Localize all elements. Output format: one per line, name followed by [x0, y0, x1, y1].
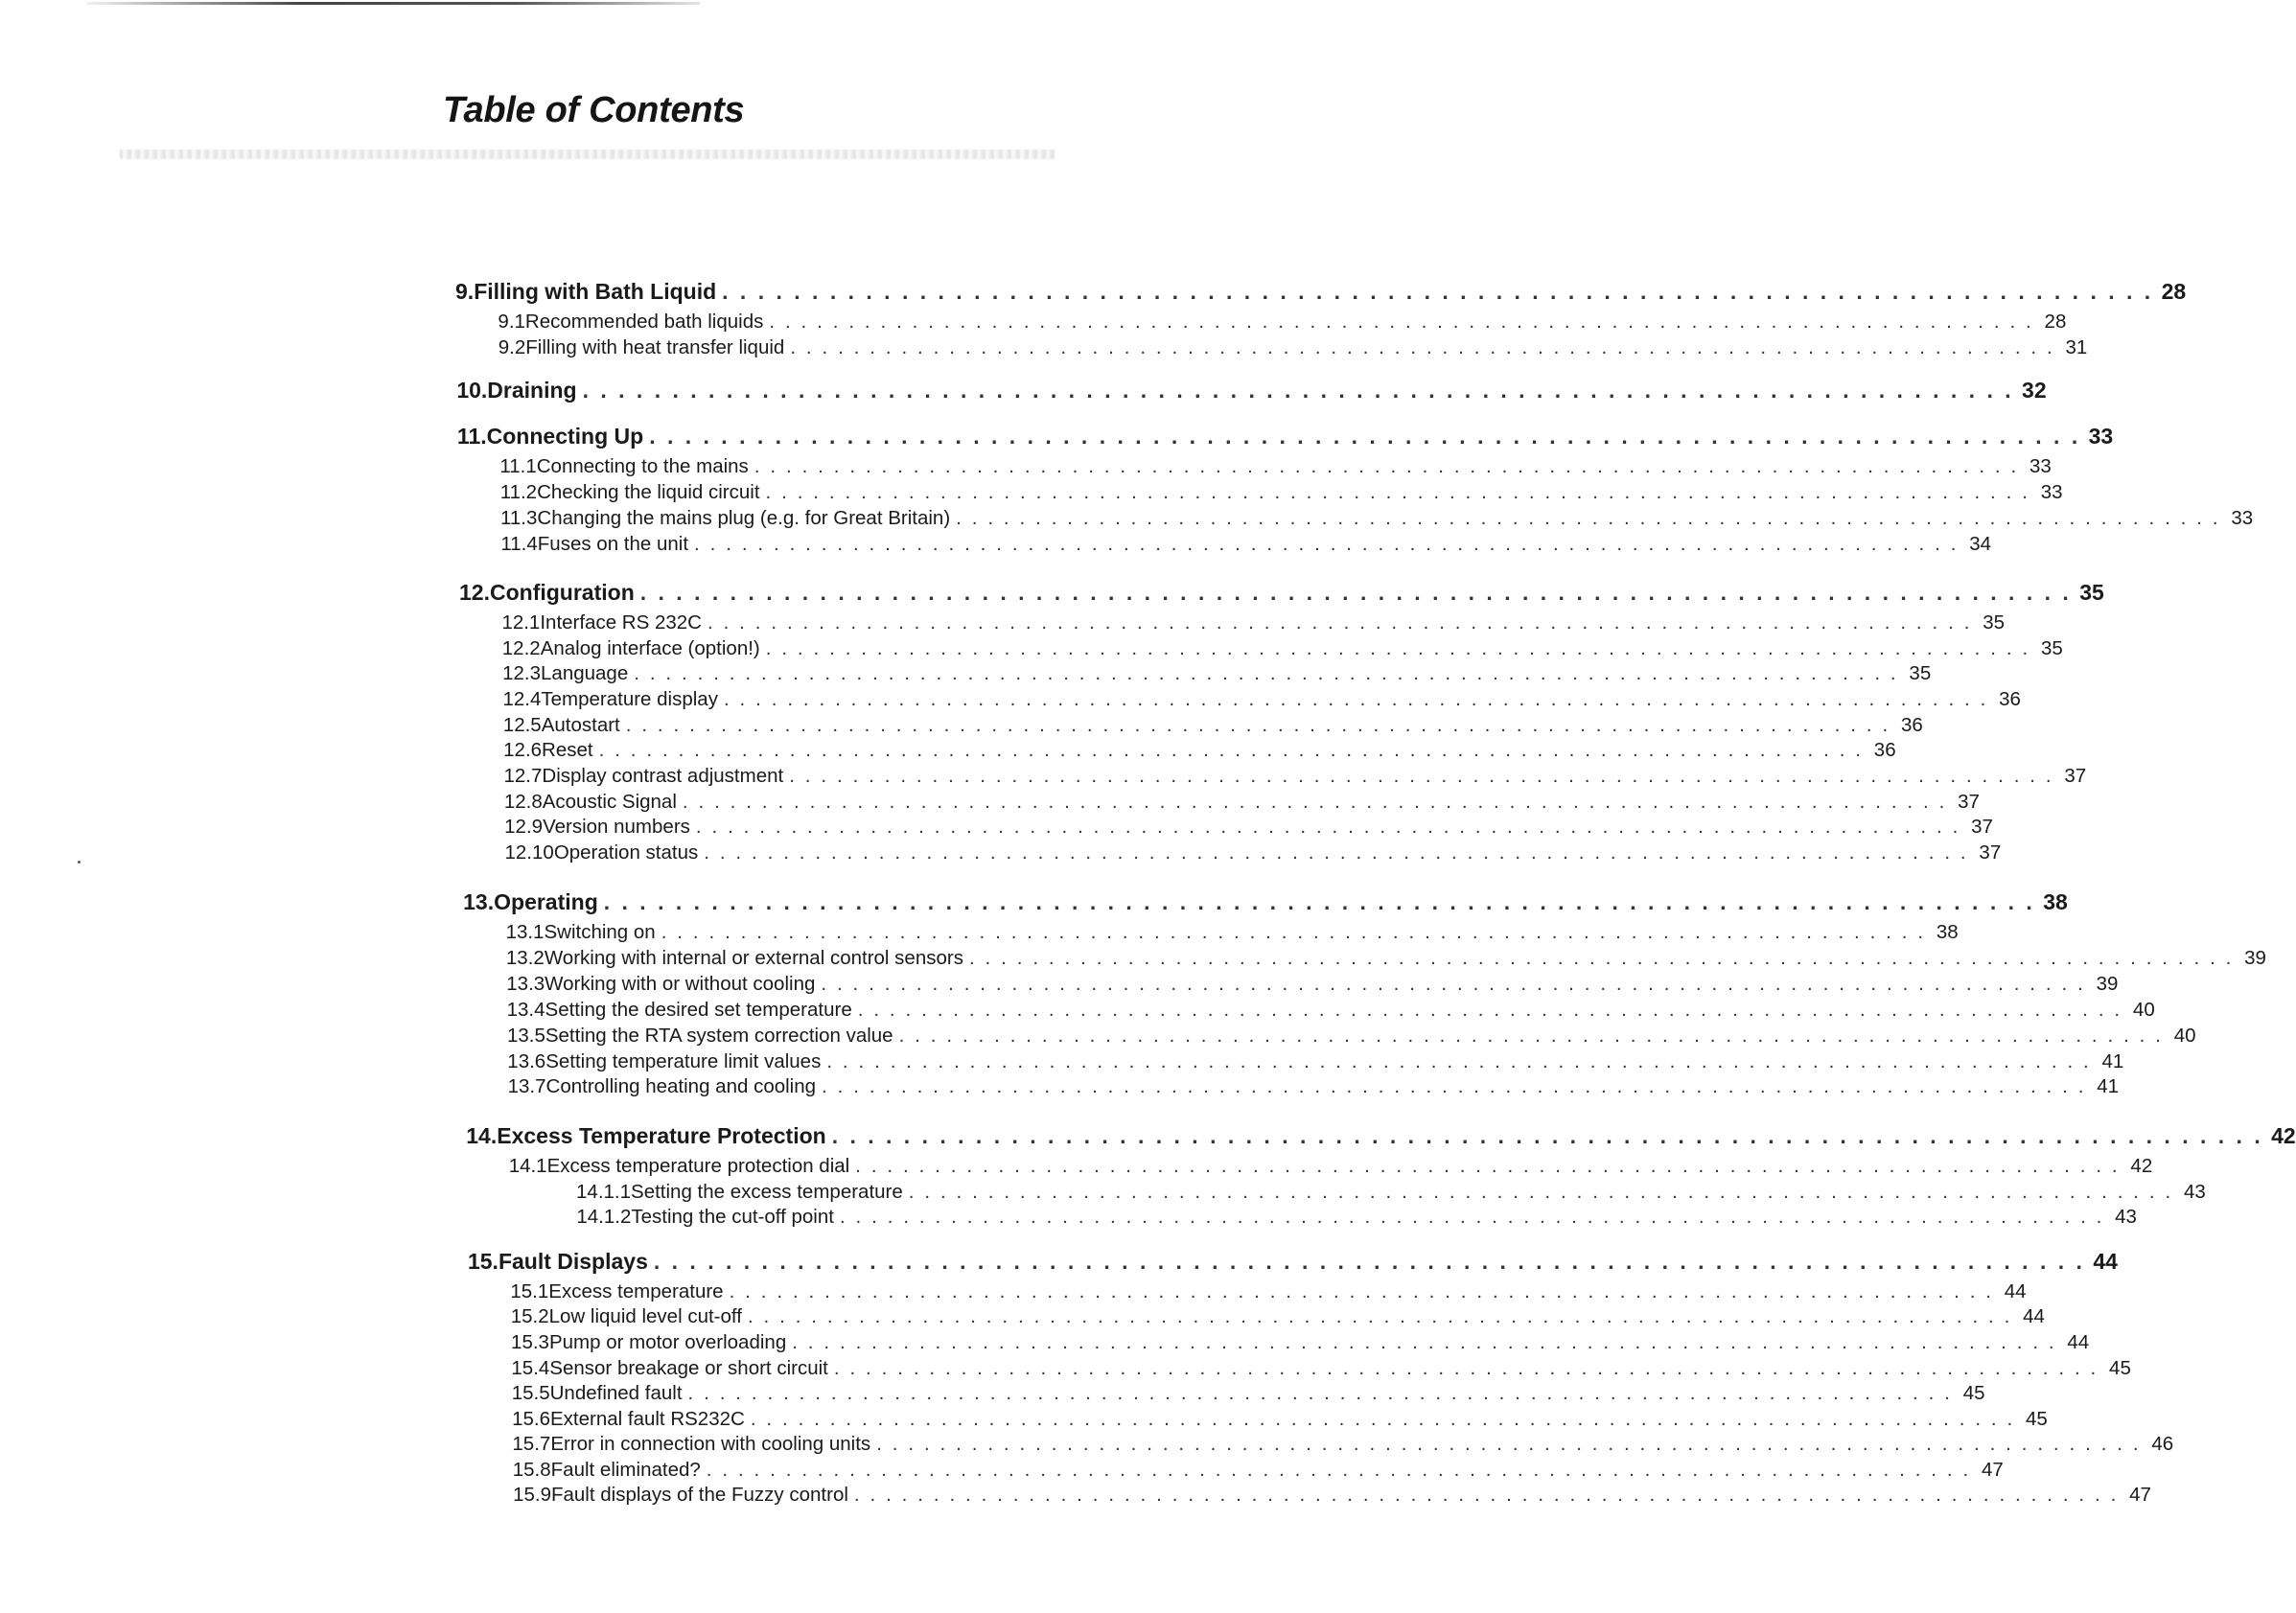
toc-number: 15.2	[510, 1305, 549, 1327]
toc-leader-dots: . . . . . . . . . . . . . . . . . . . . . . . . . . . . . . . . . . . . . . . . . . . . . . . . . . . . . . . . . . . . . . . . . . . . . . . . . . . . . . . .	[821, 973, 2086, 995]
toc-page-number: 46	[2151, 1433, 2174, 1455]
toc-section-row[interactable]	[456, 424, 2114, 449]
toc-title: Interface RS 232C	[540, 611, 702, 634]
toc-number: 15.4	[511, 1357, 550, 1379]
toc-subsection-row[interactable]	[503, 791, 1980, 814]
toc-subsection-row[interactable]	[503, 765, 2087, 788]
toc-page-number: 36	[1873, 739, 1896, 761]
toc-title: Filling with heat transfer liquid	[525, 336, 785, 358]
toc-number: 11.1	[499, 455, 537, 477]
toc-page-number: 37	[1958, 791, 1980, 813]
toc-title: Fuses on the unit	[537, 533, 689, 555]
toc-subsection-row[interactable]	[576, 1181, 2206, 1204]
toc-leader-dots: . . . . . . . . . . . . . . . . . . . . . . . . . . . . . . . . . . . . . . . . . . . . . . . . . . . . . . . . . . . . . . . . . . . . . . . . . . . . . . . .	[792, 1331, 2057, 1353]
toc-section-row[interactable]	[459, 580, 2104, 606]
toc-leader-dots: . . . . . . . . . . . . . . . . . . . . . . . . . . . . . . . . . . . . . . . . . . . . . . . . . . . . . . . . . . . . . . . . . . . . . . . . . . . . . . . .	[634, 662, 1899, 684]
toc-leader-dots: . . . . . . . . . . . . . . . . . . . . . . . . . . . . . . . . . . . . . . . . . . . . . . . . . . . . . . . . . . . . . . . . . . . . . . . . . . . . . . . .	[857, 999, 2122, 1021]
toc-subsection-row[interactable]	[505, 947, 2266, 970]
toc-title: Language	[541, 662, 629, 684]
toc-number: 12.3	[502, 662, 542, 684]
toc-leader-dots: . . . . . . . . . . . . . . . . . . . . . . . . . . . . . . . . . . . . . . . . . . . . . . . . . . . . . . . . . . . . . . . . . . . . . . . . . . . . . . . .	[822, 1075, 2087, 1097]
toc-page-number: 35	[2079, 580, 2104, 605]
toc-subsection-row[interactable]	[504, 841, 2002, 864]
toc-leader-dots: . . . . . . . . . . . . . . . . . . . . . . . . . . . . . . . . . . . . . . . . . . . . . . . . . . . . . . . . . . . . . . . . . . . . . . . . . . . . . . . .	[661, 921, 1926, 943]
toc-subsection-row[interactable]	[499, 455, 2052, 478]
toc-subsection-row[interactable]	[511, 1382, 1985, 1405]
toc-subsection-row[interactable]	[502, 714, 1923, 737]
toc-title: Operating	[494, 889, 598, 914]
toc-section-row[interactable]	[455, 279, 2187, 305]
toc-title: Analog interface (option!)	[540, 637, 760, 659]
toc-title: Error in connection with cooling units	[550, 1433, 871, 1455]
toc-leader-dots: . . . . . . . . . . . . . . . . . . . . . . . . . . . . . . . . . . . . . . . . . . . . . . . . . . . . . . . . . . . . . . . . . . . . . . . . . . . . . . . .	[694, 533, 1960, 555]
toc-title: Excess temperature	[548, 1280, 724, 1302]
toc-number: 14.1.1	[576, 1181, 632, 1203]
toc-leader-dots: . . . . . . . . . . . . . . . . . . . . . . . . . . . . . . . . . . . . . . . . . . . . . . . . . . . . . . . . . . . . . . . . . . . . . . . . . . . . . . . .	[682, 791, 1947, 813]
toc-page-number: 33	[2231, 507, 2254, 529]
toc-leader-dots: . . . . . . . . . . . . . . . . . . . . . . . . . . . . . . . . . . . . . . . . . . . . . . . . . . . . . . . . . . . . . . . . . . . . . . . . . . . . . . . .	[707, 611, 1972, 634]
toc-leader-dots: . . . . . . . . . . . . . . . . . . . . . . . . . . . . . . . . . . . . . . . . . . . . . . . . . . . . . . . . . . . . . . . . . . . . . . . . . . . . . . . .	[687, 1382, 1953, 1404]
toc-number: 12.6	[503, 739, 543, 761]
toc-subsection-row[interactable]	[502, 688, 2021, 711]
toc-leader-dots: . . . . . . . . . . . . . . . . . . . . . . . . . . . . . . . . . . . . . . . . . . . . . . . . . . . . . . . . . . . . . . . . . . . . . . . . . . . . . . . .	[729, 1280, 1994, 1302]
toc-leader-dots: . . . . . . . . . . . . . . . . . . . . . . . . . . . . . . . . . . . . . . . . . . . . . . . . . . . . . . . . . . . . . . . . . . . . . . . . . . . . . . . .	[695, 816, 1960, 838]
toc-title: Sensor breakage or short circuit	[549, 1357, 828, 1379]
toc-leader-dots: . . . . . . . . . . . . . . . . . . . . . . . . . . . . . . . . . . . . . . . . . . . . . . . . . . . . . . . . . . . . . . . . . . . . . . . . . . . . . . . .	[582, 378, 2014, 403]
toc-title: Working with internal or external control sensors	[544, 947, 963, 969]
toc-page-number: 40	[2132, 999, 2155, 1021]
toc-leader-dots: . . . . . . . . . . . . . . . . . . . . . . . . . . . . . . . . . . . . . . . . . . . . . . . . . . . . . . . . . . . . . . . . . . . . . . . . . . . . . . . .	[826, 1050, 2092, 1072]
toc-subsection-row[interactable]	[500, 533, 1992, 556]
toc-subsection-row[interactable]	[510, 1305, 2045, 1328]
toc-subsection-row[interactable]	[500, 507, 2254, 530]
toc-number: 12.10	[504, 841, 554, 864]
toc-leader-dots: . . . . . . . . . . . . . . . . . . . . . . . . . . . . . . . . . . . . . . . . . . . . . . . . . . . . . . . . . . . . . . . . . . . . . . . . . . . . . . . .	[603, 889, 2035, 914]
toc-leader-dots: . . . . . . . . . . . . . . . . . . . . . . . . . . . . . . . . . . . . . . . . . . . . . . . . . . . . . . . . . . . . . . . . . . . . . . . . . . . . . . . .	[956, 507, 2221, 529]
toc-leader-dots: . . . . . . . . . . . . . . . . . . . . . . . . . . . . . . . . . . . . . . . . . . . . . . . . . . . . . . . . . . . . . . . . . . . . . . . . . . . . . . . .	[625, 714, 1890, 736]
toc-leader-dots: . . . . . . . . . . . . . . . . . . . . . . . . . . . . . . . . . . . . . . . . . . . . . . . . . . . . . . . . . . . . . . . . . . . . . . . . . . . . . . . .	[765, 637, 2030, 659]
toc-number: 14.	[466, 1123, 498, 1148]
toc-leader-dots: . . . . . . . . . . . . . . . . . . . . . . . . . . . . . . . . . . . . . . . . . . . . . . . . . . . . . . . . . . . . . . . . . . . . . . . . . . . . . . . .	[833, 1357, 2099, 1379]
toc-page-number: 33	[2040, 481, 2063, 503]
toc-number: 14.1.2	[576, 1206, 632, 1228]
toc-number: 13.4	[506, 999, 545, 1021]
toc-page-number: 35	[2040, 637, 2063, 659]
toc-subsection-row[interactable]	[513, 1484, 2151, 1507]
toc-leader-dots: . . . . . . . . . . . . . . . . . . . . . . . . . . . . . . . . . . . . . . . . . . . . . . . . . . . . . . . . . . . . . . . . . . . . . . . . . . . . . . . .	[750, 1408, 2015, 1430]
toc-page-number: 40	[2173, 1025, 2196, 1047]
toc-title: Display contrast adjustment	[542, 765, 784, 787]
toc-title: Configuration	[490, 580, 635, 605]
toc-subsection-row[interactable]	[512, 1408, 2048, 1431]
toc-number: 14.1	[508, 1155, 547, 1177]
toc-leader-dots: . . . . . . . . . . . . . . . . . . . . . . . . . . . . . . . . . . . . . . . . . . . . . . . . . . . . . . . . . . . . . . . . . . . . . . . . . . . . . . . .	[968, 947, 2234, 969]
toc-number: 15.6	[512, 1408, 550, 1430]
toc-title: Low liquid level cut-off	[548, 1305, 742, 1327]
toc-title: Version numbers	[543, 816, 690, 838]
toc-title: Operation status	[553, 841, 699, 864]
toc-number: 10.	[456, 378, 488, 403]
toc-page-number: 37	[2064, 765, 2087, 787]
toc-subsection-row[interactable]	[511, 1357, 2131, 1380]
toc-title: Pump or motor overloading	[548, 1331, 787, 1353]
toc-number: 12.4	[502, 688, 542, 710]
toc-number: 12.9	[504, 816, 544, 838]
toc-title: Excess Temperature Protection	[497, 1123, 826, 1148]
toc-title: Undefined fault	[549, 1382, 683, 1404]
toc-leader-dots: . . . . . . . . . . . . . . . . . . . . . . . . . . . . . . . . . . . . . . . . . . . . . . . . . . . . . . . . . . . . . . . . . . . . . . . . . . . . . . . .	[908, 1181, 2173, 1203]
toc-number: 13.1	[505, 921, 545, 943]
toc-subsection-row[interactable]	[502, 662, 1932, 685]
toc-subsection-row[interactable]	[503, 739, 1896, 762]
toc-subsection-row[interactable]	[506, 973, 2119, 996]
toc-leader-dots: . . . . . . . . . . . . . . . . . . . . . . . . . . . . . . . . . . . . . . . . . . . . . . . . . . . . . . . . . . . . . . . . . . . . . . . . . . . . . . . .	[722, 279, 2154, 304]
toc-title: Reset	[542, 739, 593, 761]
toc-leader-dots: . . . . . . . . . . . . . . . . . . . . . . . . . . . . . . . . . . . . . . . . . . . . . . . . . . . . . . . . . . . . . . . . . . . . . . . . . . . . . . . .	[653, 1249, 2085, 1274]
toc-title: Temperature display	[541, 688, 718, 710]
toc-number: 12.2	[501, 637, 541, 659]
toc-page-number: 33	[2029, 455, 2052, 477]
toc-title: Filling with Bath Liquid	[474, 279, 717, 304]
toc-number: 13.7	[507, 1075, 546, 1097]
toc-subsection-row[interactable]	[507, 1050, 2124, 1073]
toc-number: 11.	[456, 424, 487, 449]
toc-page-number: 31	[2065, 336, 2088, 358]
toc-number: 9.	[455, 279, 475, 304]
toc-page-number: 43	[2115, 1206, 2137, 1228]
toc-subsection-row[interactable]	[508, 1155, 2153, 1178]
toc-page-number: 37	[1971, 816, 1993, 838]
toc-page-number: 34	[1969, 533, 1992, 555]
toc-title: Draining	[487, 378, 577, 403]
toc-number: 15.5	[511, 1382, 550, 1404]
toc-page-number: 45	[2026, 1408, 2048, 1430]
toc-page-number: 38	[2043, 889, 2068, 914]
toc-leader-dots: . . . . . . . . . . . . . . . . . . . . . . . . . . . . . . . . . . . . . . . . . . . . . . . . . . . . . . . . . . . . . . . . . . . . . . . . . . . . . . . .	[747, 1305, 2012, 1327]
toc-leader-dots: . . . . . . . . . . . . . . . . . . . . . . . . . . . . . . . . . . . . . . . . . . . . . . . . . . . . . . . . . . . . . . . . . . . . . . . . . . . . . . . .	[831, 1123, 2263, 1148]
toc-subsection-row[interactable]	[506, 1025, 2196, 1048]
toc-title: Setting the RTA system correction value	[545, 1025, 893, 1047]
toc-leader-dots: . . . . . . . . . . . . . . . . . . . . . . . . . . . . . . . . . . . . . . . . . . . . . . . . . . . . . . . . . . . . . . . . . . . . . . . . . . . . . . . .	[769, 311, 2034, 333]
toc-page-number: 38	[1936, 921, 1959, 943]
toc-title: Switching on	[544, 921, 656, 943]
toc-page-number: 44	[2093, 1249, 2118, 1274]
toc-subsection-row[interactable]	[499, 481, 2063, 504]
toc-page-number: 43	[2183, 1181, 2206, 1203]
toc-number: 13.6	[507, 1050, 546, 1072]
toc-number: 9.2	[498, 336, 526, 358]
toc-subsection-row[interactable]	[501, 637, 2063, 660]
toc-page-number: 28	[2044, 311, 2067, 333]
toc-page-number: 39	[2096, 973, 2119, 995]
toc-subsection-row[interactable]	[511, 1331, 2090, 1354]
toc-subsection-row[interactable]	[512, 1459, 2004, 1482]
toc-number: 15.	[467, 1249, 499, 1274]
toc-leader-dots: . . . . . . . . . . . . . . . . . . . . . . . . . . . . . . . . . . . . . . . . . . . . . . . . . . . . . . . . . . . . . . . . . . . . . . . . . . . . . . . .	[839, 1206, 2104, 1228]
toc-title: Fault displays of the Fuzzy control	[550, 1484, 848, 1506]
toc-leader-dots: . . . . . . . . . . . . . . . . . . . . . . . . . . . . . . . . . . . . . . . . . . . . . . . . . . . . . . . . . . . . . . . . . . . . . . . . . . . . . . . .	[855, 1155, 2121, 1177]
toc-subsection-row[interactable]	[512, 1433, 2174, 1456]
toc-title: Setting the excess temperature	[631, 1181, 903, 1203]
toc-title: Fault Displays	[498, 1249, 648, 1274]
toc-section-row[interactable]	[467, 1249, 2118, 1275]
toc-title: Testing the cut-off point	[631, 1206, 834, 1228]
toc-page-number: 42	[2130, 1155, 2153, 1177]
toc-number: 12.1	[501, 611, 541, 634]
toc-title: Setting temperature limit values	[545, 1050, 822, 1072]
toc-subsection-row[interactable]	[506, 999, 2155, 1022]
toc-page-number: 44	[2067, 1331, 2090, 1353]
toc-number: 11.2	[499, 481, 538, 503]
toc-leader-dots: . . . . . . . . . . . . . . . . . . . . . . . . . . . . . . . . . . . . . . . . . . . . . . . . . . . . . . . . . . . . . . . . . . . . . . . . . . . . . . . .	[754, 455, 2019, 477]
toc-page-number: 44	[2004, 1280, 2027, 1302]
toc-leader-dots: . . . . . . . . . . . . . . . . . . . . . . . . . . . . . . . . . . . . . . . . . . . . . . . . . . . . . . . . . . . . . . . . . . . . . . . . . . . . . . . .	[898, 1025, 2164, 1047]
toc-number: 15.1	[510, 1280, 549, 1302]
toc-page-number: 35	[1983, 611, 2005, 634]
toc-title: Setting the desired set temperature	[545, 999, 852, 1021]
toc-subsection-row[interactable]	[507, 1075, 2120, 1098]
toc-number: 15.7	[512, 1433, 551, 1455]
toc-page-number: 47	[1981, 1459, 2004, 1481]
toc-page-number: 35	[1909, 662, 1932, 684]
toc-subsection-row[interactable]	[498, 311, 2067, 334]
toc-page-number: 41	[2101, 1050, 2124, 1072]
toc-subsection-row[interactable]	[510, 1280, 2027, 1303]
toc-leader-dots: . . . . . . . . . . . . . . . . . . . . . . . . . . . . . . . . . . . . . . . . . . . . . . . . . . . . . . . . . . . . . . . . . . . . . . . . . . . . . . . .	[790, 336, 2055, 358]
toc-title: Excess temperature protection dial	[546, 1155, 850, 1177]
toc-number: 11.3	[500, 507, 538, 529]
toc-leader-dots: . . . . . . . . . . . . . . . . . . . . . . . . . . . . . . . . . . . . . . . . . . . . . . . . . . . . . . . . . . . . . . . . . . . . . . . . . . . . . . . .	[706, 1459, 1971, 1481]
toc-title: External fault RS232C	[549, 1408, 745, 1430]
toc-number: 12.7	[503, 765, 543, 787]
toc-page-number: 36	[1999, 688, 2021, 710]
toc-section-row[interactable]	[466, 1123, 2296, 1149]
toc-leader-dots: . . . . . . . . . . . . . . . . . . . . . . . . . . . . . . . . . . . . . . . . . . . . . . . . . . . . . . . . . . . . . . . . . . . . . . . . . . . . . . . .	[704, 841, 1969, 864]
toc-section-row[interactable]	[456, 378, 2047, 403]
toc-subsection-row[interactable]	[576, 1206, 2137, 1229]
toc-title: Controlling heating and cooling	[545, 1075, 817, 1097]
toc-section-row[interactable]	[463, 889, 2068, 915]
toc-title: Recommended bath liquids	[524, 311, 764, 333]
toc-subsection-row[interactable]	[501, 611, 2005, 634]
toc-page-number: 32	[2022, 378, 2047, 403]
toc-leader-dots: . . . . . . . . . . . . . . . . . . . . . . . . . . . . . . . . . . . . . . . . . . . . . . . . . . . . . . . . . . . . . . . . . . . . . . . . . . . . . . . .	[723, 688, 1988, 710]
toc-leader-dots: . . . . . . . . . . . . . . . . . . . . . . . . . . . . . . . . . . . . . . . . . . . . . . . . . . . . . . . . . . . . . . . . . . . . . . . . . . . . . . . .	[649, 424, 2081, 449]
toc-number: 13.	[463, 889, 495, 914]
toc-leader-dots: . . . . . . . . . . . . . . . . . . . . . . . . . . . . . . . . . . . . . . . . . . . . . . . . . . . . . . . . . . . . . . . . . . . . . . . . . . . . . . . .	[876, 1433, 2142, 1455]
toc-leader-dots: . . . . . . . . . . . . . . . . . . . . . . . . . . . . . . . . . . . . . . . . . . . . . . . . . . . . . . . . . . . . . . . . . . . . . . . . . . . . . . . .	[789, 765, 2054, 787]
toc-page-number: 36	[1900, 714, 1923, 736]
toc-page-number: 47	[2129, 1484, 2151, 1506]
toc-page-number: 39	[2244, 947, 2266, 969]
toc-number: 9.1	[498, 311, 525, 333]
toc-number: 13.5	[506, 1025, 545, 1047]
toc-number: 13.2	[505, 947, 545, 969]
toc-number: 13.3	[506, 973, 545, 995]
toc-page-number: 45	[2109, 1357, 2131, 1379]
toc-number: 11.4	[500, 533, 538, 555]
toc-leader-dots: . . . . . . . . . . . . . . . . . . . . . . . . . . . . . . . . . . . . . . . . . . . . . . . . . . . . . . . . . . . . . . . . . . . . . . . . . . . . . . . .	[765, 481, 2030, 503]
toc-page-number: 42	[2271, 1123, 2296, 1148]
toc-title: Checking the liquid circuit	[537, 481, 760, 503]
toc-title: Changing the mains plug (e.g. for Great Britain)	[537, 507, 951, 529]
toc-leader-dots: . . . . . . . . . . . . . . . . . . . . . . . . . . . . . . . . . . . . . . . . . . . . . . . . . . . . . . . . . . . . . . . . . . . . . . . . . . . . . . . .	[598, 739, 1864, 761]
toc-subsection-row[interactable]	[504, 816, 1993, 839]
toc-number: 12.	[459, 580, 490, 605]
toc-page-number: 45	[1962, 1382, 1985, 1404]
toc-title: Connecting Up	[486, 424, 644, 449]
toc-number: 15.3	[511, 1331, 549, 1353]
toc-leader-dots: . . . . . . . . . . . . . . . . . . . . . . . . . . . . . . . . . . . . . . . . . . . . . . . . . . . . . . . . . . . . . . . . . . . . . . . . . . . . . . . .	[639, 580, 2072, 605]
toc-number: 12.5	[502, 714, 542, 736]
toc-title: Working with or without cooling	[545, 973, 816, 995]
toc-number: 15.8	[512, 1459, 551, 1481]
toc-subsection-row[interactable]	[505, 921, 1959, 944]
toc-page-number: 37	[1979, 841, 2002, 864]
toc-page-number: 28	[2161, 279, 2187, 304]
toc-page-number: 41	[2097, 1075, 2120, 1097]
toc-title: Fault eliminated?	[550, 1459, 701, 1481]
toc-page-number: 33	[2088, 424, 2114, 449]
toc-title: Autostart	[541, 714, 620, 736]
toc-number: 15.9	[513, 1484, 551, 1506]
toc-title: Acoustic Signal	[542, 791, 677, 813]
page-title: Table of Contents	[443, 90, 745, 130]
toc-leader-dots: . . . . . . . . . . . . . . . . . . . . . . . . . . . . . . . . . . . . . . . . . . . . . . . . . . . . . . . . . . . . . . . . . . . . . . . . . . . . . . . .	[853, 1484, 2119, 1506]
toc-title: Connecting to the mains	[536, 455, 749, 477]
toc-page-number: 44	[2023, 1305, 2045, 1327]
toc-number: 12.8	[503, 791, 543, 813]
toc-subsection-row[interactable]	[498, 336, 2088, 359]
